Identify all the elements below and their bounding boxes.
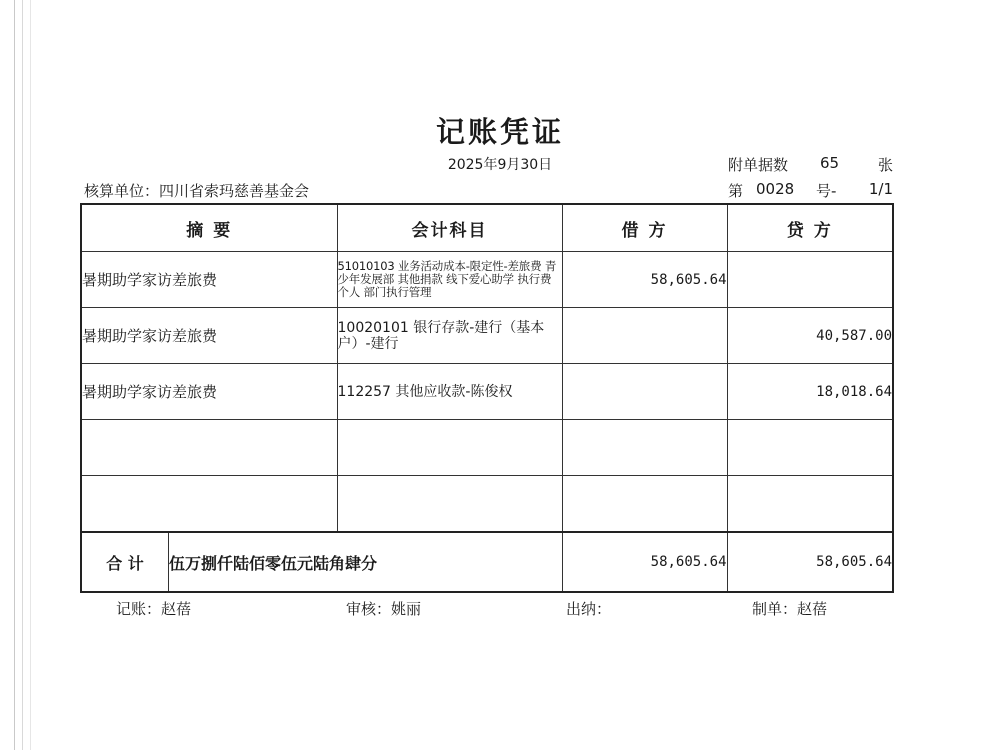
row-summary: 暑期助学家访差旅费 <box>81 252 337 308</box>
voucher-table <box>80 203 894 593</box>
total-amount-in-words: 伍万捌仟陆佰零伍元陆角肆分 <box>169 553 378 573</box>
row-credit: 18,018.64 <box>727 364 893 420</box>
table-header-row <box>81 204 893 252</box>
cashier-signature: 出纳： <box>566 600 612 618</box>
voucher-number-info <box>728 180 893 201</box>
voucher-number: 0028 <box>756 180 795 198</box>
total-credit: 58,605.64 <box>727 532 893 592</box>
table-row <box>81 252 893 308</box>
attachment-unit: 张 <box>877 156 893 174</box>
attachment-info <box>728 154 893 175</box>
unit-label: 核算单位： <box>84 182 160 200</box>
voucher-title: 记账凭证 <box>435 115 564 149</box>
attachment-label: 附单据数 <box>728 156 789 174</box>
voucher-date: 2025年9月30日 <box>447 157 553 173</box>
header-debit: 借 方 <box>562 204 727 252</box>
header-summary: 摘 要 <box>81 204 337 252</box>
accounting-unit <box>84 180 309 201</box>
row-account: 10020101 银行存款-建行（基本户）-建行 <box>337 308 562 364</box>
row-credit <box>727 476 893 533</box>
voucher-prefix: 第 <box>728 182 744 200</box>
bookkeeper-signature: 记账：赵蓓 <box>116 600 192 618</box>
row-summary: 暑期助学家访差旅费 <box>81 364 337 420</box>
total-debit: 58,605.64 <box>562 532 727 592</box>
row-debit <box>562 308 727 364</box>
row-summary <box>81 420 337 476</box>
table-row <box>81 364 893 420</box>
table-row-empty <box>81 420 893 476</box>
total-cell <box>81 532 562 592</box>
row-debit <box>562 420 727 476</box>
table-row <box>81 308 893 364</box>
voucher-suffix: 号- <box>816 182 837 200</box>
row-summary <box>81 476 337 533</box>
row-account <box>337 420 562 476</box>
row-account <box>337 476 562 533</box>
row-summary: 暑期助学家访差旅费 <box>81 308 337 364</box>
row-credit <box>727 252 893 308</box>
page-number: 1/1 <box>868 180 893 198</box>
table-row-empty <box>81 476 893 533</box>
reviewer-signature: 审核：姚丽 <box>346 600 422 618</box>
row-credit <box>727 420 893 476</box>
preparer-signature: 制单：赵蓓 <box>752 600 828 618</box>
row-debit <box>562 364 727 420</box>
header-credit: 贷 方 <box>727 204 893 252</box>
row-debit <box>562 476 727 533</box>
unit-name: 四川省索玛慈善基金会 <box>159 182 310 200</box>
row-account: 51010103 业务活动成本-限定性-差旅费 青少年发展部 其他捐款 线下爱心助学 执行费 个人 部门执行管理 <box>337 252 562 308</box>
row-debit: 58,605.64 <box>562 252 727 308</box>
row-credit: 40,587.00 <box>727 308 893 364</box>
total-label: 合 计 <box>82 533 169 591</box>
attachment-count: 65 <box>820 154 840 172</box>
header-account: 会计科目 <box>337 204 562 252</box>
total-row <box>81 532 893 592</box>
row-account: 112257 其他应收款-陈俊权 <box>337 364 562 420</box>
